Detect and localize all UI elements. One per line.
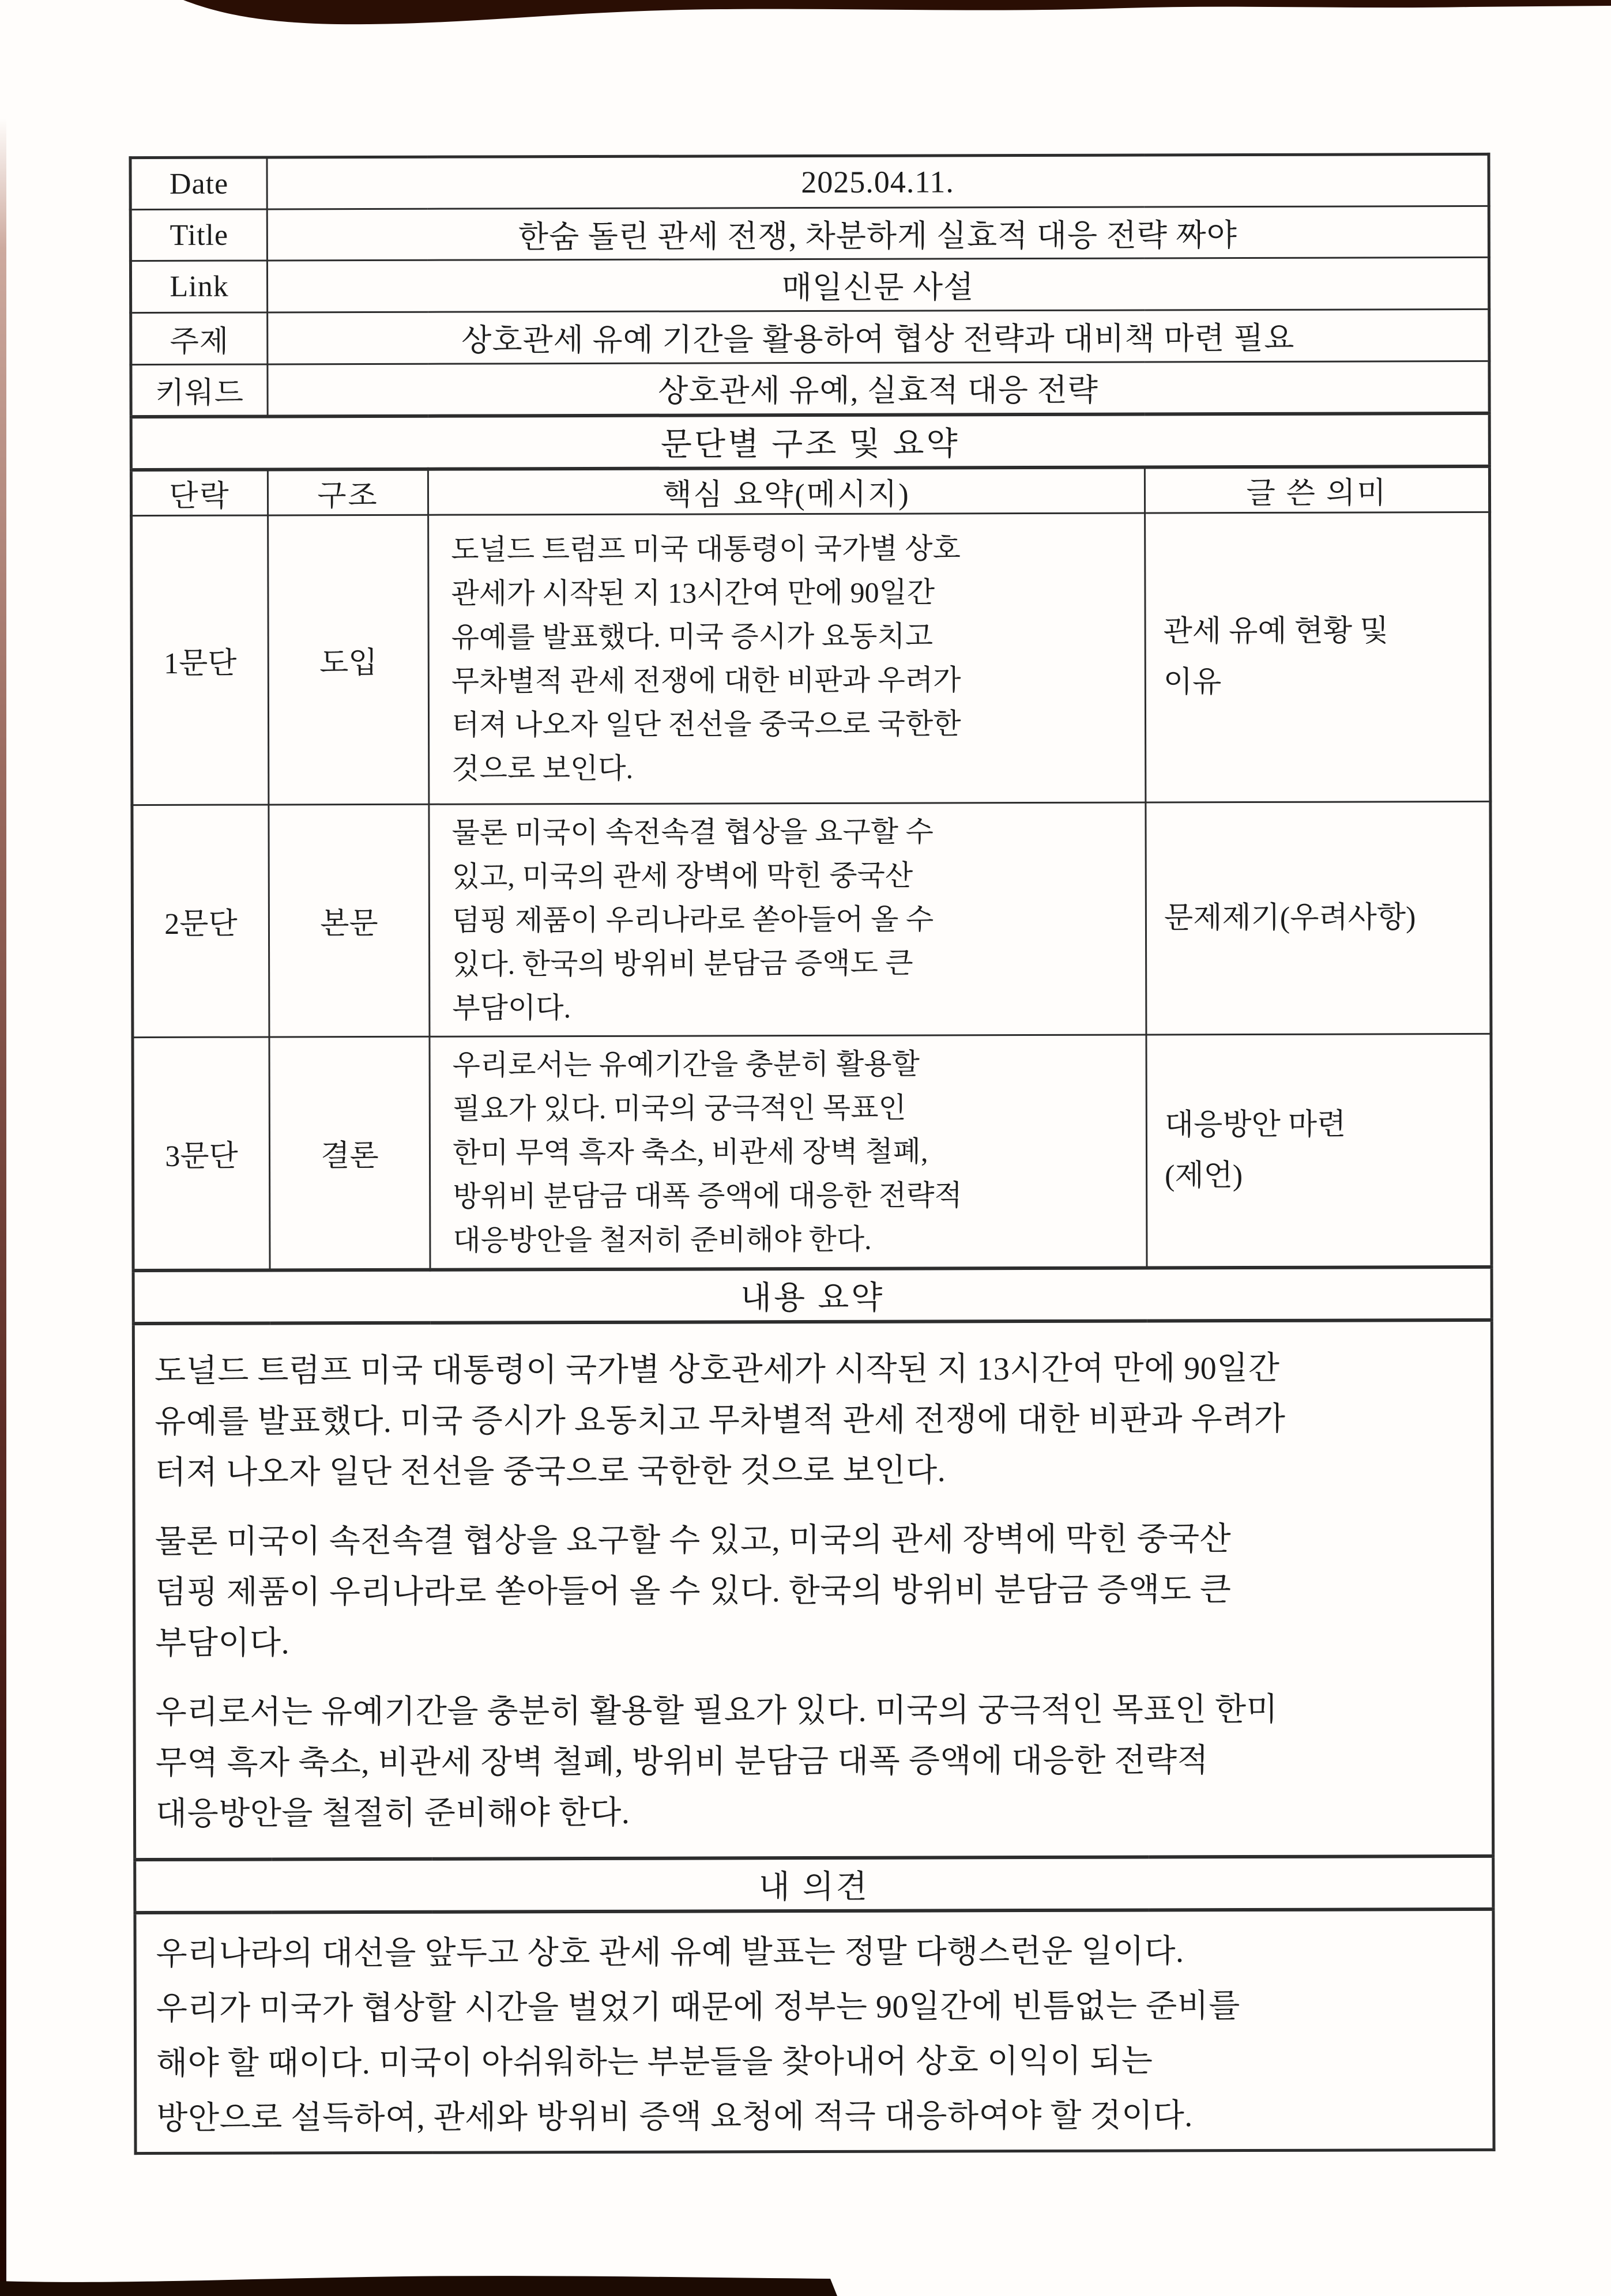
cell-paragraph-3: 3문단: [133, 1036, 270, 1270]
opinion-block: [136, 1910, 1492, 2146]
cell-meaning-3: 대응방안 마련 (제언): [1146, 1034, 1492, 1268]
cell-meaning-2: 문제제기(우려사항): [1146, 801, 1491, 1035]
structure-column-header-row: [131, 466, 1489, 515]
structure-section-header-row: [131, 413, 1489, 469]
summary-paragraph-1: 도널드 트럼프 미국 대통령이 국가별 상호관세가 시작된 지 13시간여 만에 90일간 유예를 발표했다. 미국 증시가 요동치고 무차별적 관세 전쟁에 대한 비판과 우려가 터져 나오자 일단 전선을 중국으로 국한한 것으로 보인다.: [154, 1350, 1286, 1491]
meta-value-keywords: 상호관세 유예, 실효적 대응 전략: [268, 361, 1489, 416]
meta-label-topic: 주제: [131, 312, 268, 365]
meta-label-link: Link: [130, 261, 267, 313]
meta-label-title: Title: [130, 209, 267, 261]
content-summary-block: [135, 1321, 1492, 1839]
scan-artifact-left-edge: [0, 118, 6, 2296]
meta-row-date: [130, 154, 1489, 209]
scan-artifact-top-edge: [0, 0, 1611, 40]
meta-label-date: Date: [130, 157, 267, 210]
content-summary-body-row: [133, 1319, 1493, 1859]
meta-row-title: [130, 206, 1489, 261]
cell-summary-2: 물론 미국이 속전속결 협상을 요구할 수 있고, 미국의 관세 장벽에 막힌 중국산 덤핑 제품이 우리나라로 쏟아들어 올 수 있다. 한국의 방위비 분담금 증액도 큰 부담이다.: [429, 802, 1146, 1036]
scan-artifact-bottom-edge: [0, 2269, 1611, 2296]
meta-row-keywords: [131, 361, 1489, 416]
opinion-body-row: [135, 1909, 1494, 2153]
content-summary-header-row: [133, 1266, 1492, 1323]
content-summary-title: 내용 요약: [133, 1266, 1492, 1323]
cell-meaning-1: 관세 유예 현황 및 이유: [1145, 512, 1490, 802]
cell-structure-1: 도입: [268, 515, 429, 805]
cell-paragraph-1: 1문단: [131, 515, 269, 805]
opinion-title: 내 의견: [135, 1856, 1493, 1912]
meta-value-topic: 상호관세 유예 기간을 활용하여 협상 전략과 대비책 마련 필요: [268, 309, 1489, 364]
column-header-meaning: 글 쓴 의미: [1145, 466, 1489, 512]
cell-structure-2: 본문: [269, 804, 430, 1037]
meta-row-link: [130, 257, 1489, 312]
column-header-paragraph: 단락: [131, 469, 268, 515]
structure-section-title: 문단별 구조 및 요약: [131, 413, 1489, 469]
structure-row-3: [133, 1034, 1492, 1270]
cell-summary-3: 우리로서는 유예기간을 충분히 활용할 필요가 있다. 미국의 궁극적인 목표인 한미 무역 흑자 축소, 비관세 장벽 철폐, 방위비 분담금 대폭 증액에 대응한 전략적 대응방안을 철저히 준비해야 한다.: [430, 1034, 1147, 1269]
opinion-header-row: [135, 1856, 1493, 1912]
opinion-paragraph-1: 우리나라의 대선을 앞두고 상호 관세 유예 발표는 정말 다행스런운 일이다. 우리가 미국가 협상할 시간을 벌었기 때문에 정부는 90일간에 빈틈없는 준비를 해야 할 때이다. 미국이 아쉬워하는 부분들을 찾아내어 상호 이익이 되는 방안으로 설득하여, 관세와 방위비 증액 요청에 적극 대응하여야 할 것이다.: [156, 1933, 1240, 2136]
structure-row-1: [131, 512, 1490, 805]
cell-summary-1: 도널드 트럼프 미국 대통령이 국가별 상호 관세가 시작된 지 13시간여 만에 90일간 유예를 발표했다. 미국 증시가 요동치고 무차별적 관세 전쟁에 대한 비판과 우려가 터져 나오자 일단 전선을 중국으로 국한한 것으로 보인다.: [428, 512, 1146, 804]
meta-label-keywords: 키워드: [131, 364, 268, 417]
column-header-summary: 핵심 요약(메시지): [428, 467, 1145, 515]
summary-paragraph-2: 물론 미국이 속전속결 협상을 요구할 수 있고, 미국의 관세 장벽에 막힌 중국산 덤핑 제품이 우리나라로 쏟아들어 올 수 있다. 한국의 방위비 분담금 증액도 큰 부담이다.: [155, 1521, 1232, 1661]
opinion-cell: [135, 1909, 1494, 2153]
column-header-structure: 구조: [268, 469, 428, 515]
structure-row-2: [132, 801, 1491, 1037]
meta-row-topic: [131, 309, 1489, 364]
cell-structure-3: 결론: [269, 1036, 430, 1270]
summary-paragraph-3: 우리로서는 유예기간을 충분히 활용할 필요가 있다. 미국의 궁극적인 목표인 한미 무역 흑자 축소, 비관세 장벽 철폐, 방위비 분담금 대폭 증액에 대응한 전략적 대응방안을 철절히 준비해야 한다.: [155, 1691, 1278, 1832]
meta-value-title: 한숨 돌린 관세 전쟁, 차분하게 실효적 대응 전략 짜야: [267, 206, 1489, 261]
content-summary-cell: [133, 1319, 1493, 1859]
document-table-wrap: [129, 153, 1495, 2155]
meta-value-date: 2025.04.11.: [267, 154, 1489, 209]
document-table: [129, 153, 1495, 2155]
cell-paragraph-2: 2문단: [132, 804, 269, 1037]
meta-value-link: 매일신문 사설: [267, 257, 1489, 312]
